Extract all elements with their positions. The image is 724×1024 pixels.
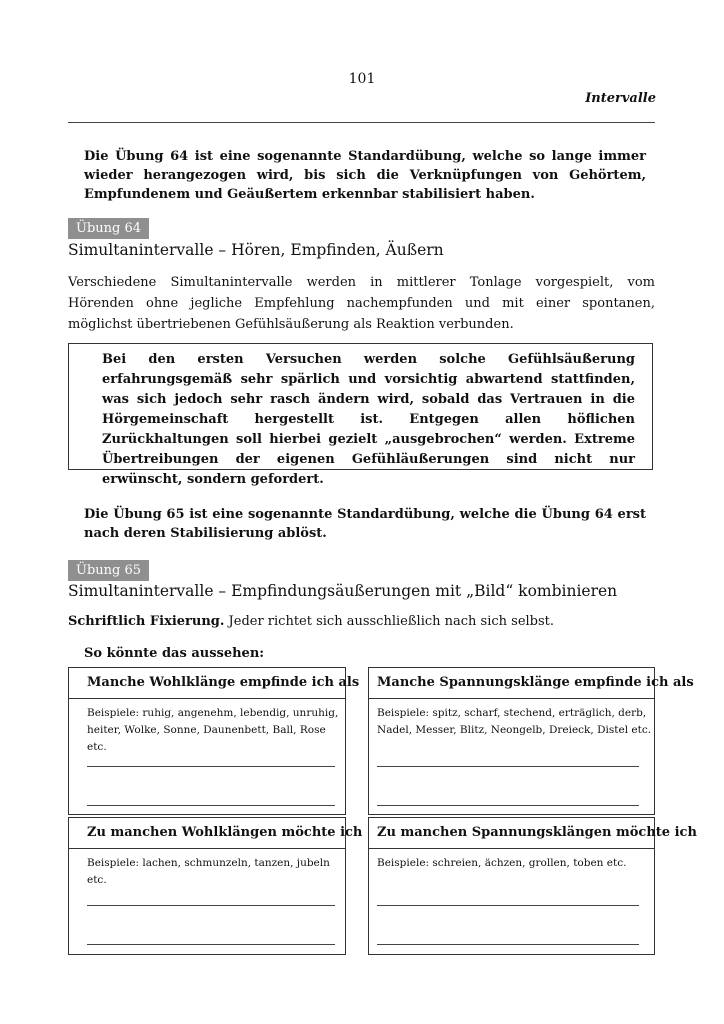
box-examples: Beispiele: spitz, scharf, stechend, erträglich, derb, Nadel, Messer, Blitz, Neongelb, Dreieck, Distel etc. bbox=[377, 707, 652, 736]
box-examples: Beispiele: ruhig, angenehm, lebendig, unruhig, heiter, Wolke, Sonne, Daunenbett, Ball, Rose etc. bbox=[87, 707, 339, 753]
write-line bbox=[87, 944, 335, 945]
intro-paragraph-64: Die Übung 64 ist eine sogenannte Standardübung, welche so lange immer wieder herangezogen wird, bis sich die Verknüpfungen von Gehörtem, Empfundenem und Geäußertem erkennbar stabilisiert haben. bbox=[84, 149, 646, 202]
write-line bbox=[377, 905, 639, 906]
exercise-64-note-text: Bei den ersten Versuchen werden solche Gefühlsäußerung erfahrungsgemäß sehr spärlich und vorsichtig abwartend stattfinden, was sich jedoch sehr rasch ändern wird, sobald das Vertrauen in die Hörgemeinschaft hergestellt ist. Entgegen allen höflichen Zurückhaltungen soll hierbei gezielt „ausgebrochen“ werden. Extreme Übertreibungen der eigenen Gefühläußerungen sind nicht nur erwünscht, sondern gefordert. bbox=[102, 352, 635, 487]
fixation-rest: Jeder richtet sich ausschließlich nach sich selbst. bbox=[224, 614, 555, 629]
box-spannungsklaenge-moechte bbox=[368, 817, 697, 955]
write-line bbox=[377, 805, 639, 806]
exercise-64-description: Verschiedene Simultanintervalle werden in mittlerer Tonlage vorgespielt, vom Hörenden ohne jegliche Empfehlung nachempfunden und mit einer spontanen, möglichst übertriebenen Gefühlsäußerung als Reaktion verbunden. bbox=[68, 275, 655, 332]
sample-intro: So könnte das aussehen: bbox=[84, 646, 265, 661]
exercise-65-title: Simultanintervalle – Empfindungsäußerungen mit „Bild“ kombinieren bbox=[68, 582, 618, 600]
exercise-64-note-box bbox=[68, 343, 653, 487]
write-line bbox=[87, 805, 335, 806]
write-line bbox=[87, 905, 335, 906]
box-heading: Zu manchen Wohlklängen möchte ich bbox=[69, 818, 345, 849]
write-line bbox=[377, 944, 639, 945]
exercise-65-badge: Übung 65 bbox=[68, 560, 149, 581]
box-heading: Manche Wohlklänge empfinde ich als bbox=[69, 668, 345, 699]
write-line bbox=[87, 766, 335, 767]
box-heading: Zu manchen Spannungsklängen möchte ich bbox=[369, 818, 654, 849]
box-wohlklaenge-moechte bbox=[68, 817, 363, 955]
header-rule bbox=[68, 122, 655, 123]
box-spannungsklaenge-empfinden bbox=[368, 667, 694, 815]
intro-paragraph-65: Die Übung 65 ist eine sogenannte Standardübung, welche die Übung 64 erst nach deren Stabilisierung ablöst. bbox=[84, 507, 646, 541]
box-examples: Beispiele: lachen, schmunzeln, tanzen, jubeln etc. bbox=[87, 857, 330, 886]
box-wohlklaenge-empfinden bbox=[68, 667, 360, 815]
write-line bbox=[377, 766, 639, 767]
running-head: Intervalle bbox=[585, 91, 656, 106]
fixation-line bbox=[68, 614, 554, 629]
exercise-64-title: Simultanintervalle – Hören, Empfinden, Äußern bbox=[68, 241, 444, 259]
box-heading: Manche Spannungsklänge empfinde ich als bbox=[369, 668, 654, 699]
page-number: 101 bbox=[348, 71, 376, 87]
exercise-64-badge: Übung 64 bbox=[68, 218, 149, 239]
box-examples: Beispiele: schreien, ächzen, grollen, toben etc. bbox=[377, 857, 627, 869]
fixation-bold: Schriftlich Fixierung. bbox=[68, 614, 225, 629]
